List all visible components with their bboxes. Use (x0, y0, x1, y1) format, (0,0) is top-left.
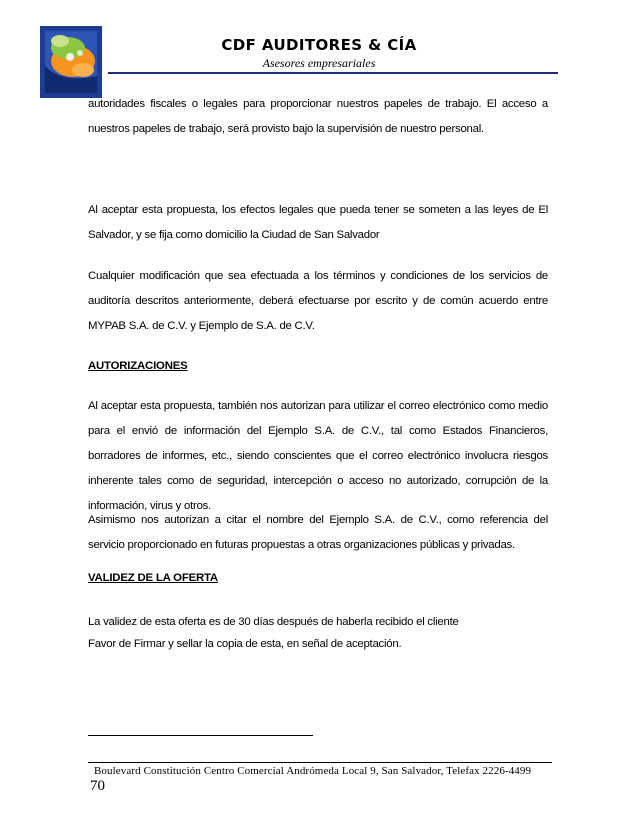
paragraph-validez: La validez de esta oferta es de 30 días después de haberla recibido el cliente (88, 616, 459, 628)
company-tagline: Asesores empresariales (262, 56, 376, 70)
paragraph-papeles-trabajo: autoridades fiscales o legales para proporcionar nuestros papeles de trabajo. El acceso a nuestros papeles de trabajo, será provisto bajo la supervisión de nuestro personal. (88, 98, 548, 135)
paragraph-referencia: Asimismo nos autorizan a citar el nombre del Ejemplo S.A. de C.V., como referencia del servicio proporcionado en futuras propuestas a otras organizaciones públicas y privadas. (88, 514, 548, 551)
paragraph-correo-electronico: Al aceptar esta propuesta, también nos autorizan para utilizar el correo electrónico como medio para el envió de información del Ejemplo S.A. de C.V., tal como Estados Financieros, borradores de informes, etc., siendo conscientes que el correo electrónico involucra riesgos inherente tales como de seguridad, intercepción o acceso no autorizado, corrupción de la información, virus y otros. (88, 400, 548, 512)
header-rule (108, 72, 558, 74)
paragraph-efectos-legales: Al aceptar esta propuesta, los efectos legales que pueda tener se someten a las leyes de El Salvador, y se fija como domicilio la Ciudad de San Salvador (88, 204, 548, 241)
heading-validez-oferta: VALIDEZ DE LA OFERTA (88, 572, 218, 584)
company-name: CDF AUDITORES & CÍA (221, 36, 417, 54)
footer-rule (88, 762, 552, 763)
paragraph-modificaciones: Cualquier modificación que sea efectuada a los términos y condiciones de los servicios de auditoría descritos anteriormente, deberá efectuarse por escrito y de común acuerdo entre MYPAB S.A. de C.V. y Ejemplo de S.A. de C.V. (88, 270, 548, 332)
paragraph-firma: Favor de Firmar y sellar la copia de esta, en señal de aceptación. (88, 638, 402, 650)
signature-line (88, 735, 313, 736)
heading-autorizaciones: AUTORIZACIONES (88, 360, 188, 372)
page-number: 70 (90, 778, 105, 794)
footer-address: Boulevard Constitución Centro Comercial Andrómeda Local 9, San Salvador, Telefax 2226-4499 (94, 765, 532, 777)
